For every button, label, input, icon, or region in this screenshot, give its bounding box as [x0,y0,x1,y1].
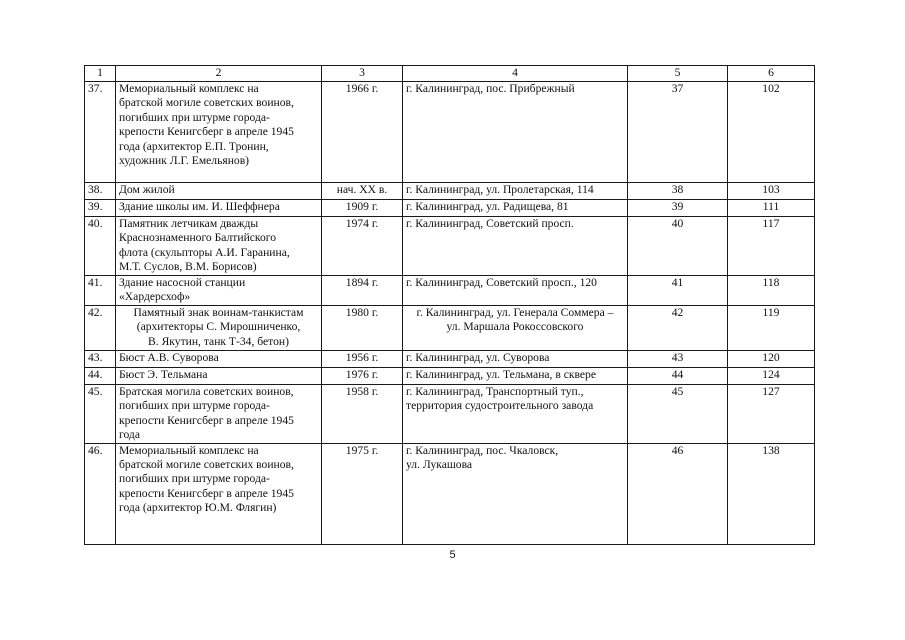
column-5-value: 40 [628,217,728,276]
table-row [85,385,815,444]
object-address: г. Калининград, ул. Пролетарская, 114 [403,183,628,200]
object-address: г. Калининград, ул. Тельмана, в сквере [403,368,628,385]
row-number: 37. [85,82,116,183]
object-address: г. Калининград, Советский просп. [403,217,628,276]
object-date: нач. XX в. [322,183,403,200]
table-row [85,443,815,544]
column-header: 4 [403,66,628,82]
row-number: 46. [85,443,116,544]
object-name: Бюст Э. Тельмана [116,368,322,385]
row-number: 41. [85,276,116,306]
row-number: 40. [85,217,116,276]
table-row [85,368,815,385]
object-address: г. Калининград, ул. Суворова [403,351,628,368]
object-date: 1909 г. [322,200,403,217]
table-row [85,183,815,200]
object-date: 1976 г. [322,368,403,385]
column-6-value: 103 [728,183,815,200]
object-name: Дом жилой [116,183,322,200]
table-row [85,200,815,217]
object-address: г. Калининград, ул. Генерала Соммера – ул. Маршала Рокоссовского [403,306,628,351]
column-6-value: 138 [728,443,815,544]
column-5-value: 42 [628,306,728,351]
column-6-value: 119 [728,306,815,351]
object-date: 1894 г. [322,276,403,306]
object-address: г. Калининград, Транспортный туп., территория судостроительного завода [403,385,628,444]
object-name: Братская могила советских воинов, погибших при штурме города- крепости Кенигсберг в апреле 1945 года [116,385,322,444]
column-5-value: 39 [628,200,728,217]
object-name: Мемориальный комплекс на братской могиле советских воинов, погибших при штурме города- крепости Кенигсберг в апреле 1945 года (архитектор Е.П. Тронин, художник Л.Г. Емельянов) [116,82,322,183]
column-header: 3 [322,66,403,82]
table-row [85,82,815,183]
row-number: 45. [85,385,116,444]
column-6-value: 120 [728,351,815,368]
object-date: 1974 г. [322,217,403,276]
object-name: Здание насосной станции «Хардерсхоф» [116,276,322,306]
column-header: 1 [85,66,116,82]
column-header: 2 [116,66,322,82]
column-5-value: 46 [628,443,728,544]
column-6-value: 117 [728,217,815,276]
object-date: 1956 г. [322,351,403,368]
column-6-value: 102 [728,82,815,183]
column-5-value: 37 [628,82,728,183]
row-number: 39. [85,200,116,217]
table-row [85,276,815,306]
monuments-table [84,65,815,545]
object-name: Бюст А.В. Суворова [116,351,322,368]
object-name: Мемориальный комплекс на братской могиле советских воинов, погибших при штурме города- крепости Кенигсберг в апреле 1945 года (архитектор Ю.М. Флягин) [116,443,322,544]
column-6-value: 124 [728,368,815,385]
page-number: 5 [449,549,456,561]
column-5-value: 44 [628,368,728,385]
column-6-value: 111 [728,200,815,217]
row-number: 38. [85,183,116,200]
table-header-row [85,66,815,82]
object-address: г. Калининград, пос. Прибрежный [403,82,628,183]
object-address: г. Калининград, ул. Радищева, 81 [403,200,628,217]
object-name: Памятный знак воинам-танкистам (архитекторы С. Мирошниченко, В. Якутин, танк Т-34, бетон) [116,306,322,351]
row-number: 43. [85,351,116,368]
object-name: Здание школы им. И. Шеффнера [116,200,322,217]
row-number: 42. [85,306,116,351]
object-date: 1980 г. [322,306,403,351]
column-5-value: 38 [628,183,728,200]
column-6-value: 118 [728,276,815,306]
table-row [85,351,815,368]
row-number: 44. [85,368,116,385]
column-5-value: 43 [628,351,728,368]
column-5-value: 41 [628,276,728,306]
table-row [85,217,815,276]
object-name: Памятник летчикам дважды Краснознаменного Балтийского флота (скульпторы А.И. Гаранина, М.Т. Суслов, В.М. Борисов) [116,217,322,276]
column-header: 5 [628,66,728,82]
object-date: 1975 г. [322,443,403,544]
column-header: 6 [728,66,815,82]
object-date: 1958 г. [322,385,403,444]
object-address: г. Калининград, пос. Чкаловск, ул. Лукашова [403,443,628,544]
column-5-value: 45 [628,385,728,444]
table-row [85,306,815,351]
column-6-value: 127 [728,385,815,444]
object-date: 1966 г. [322,82,403,183]
object-address: г. Калининград, Советский просп., 120 [403,276,628,306]
